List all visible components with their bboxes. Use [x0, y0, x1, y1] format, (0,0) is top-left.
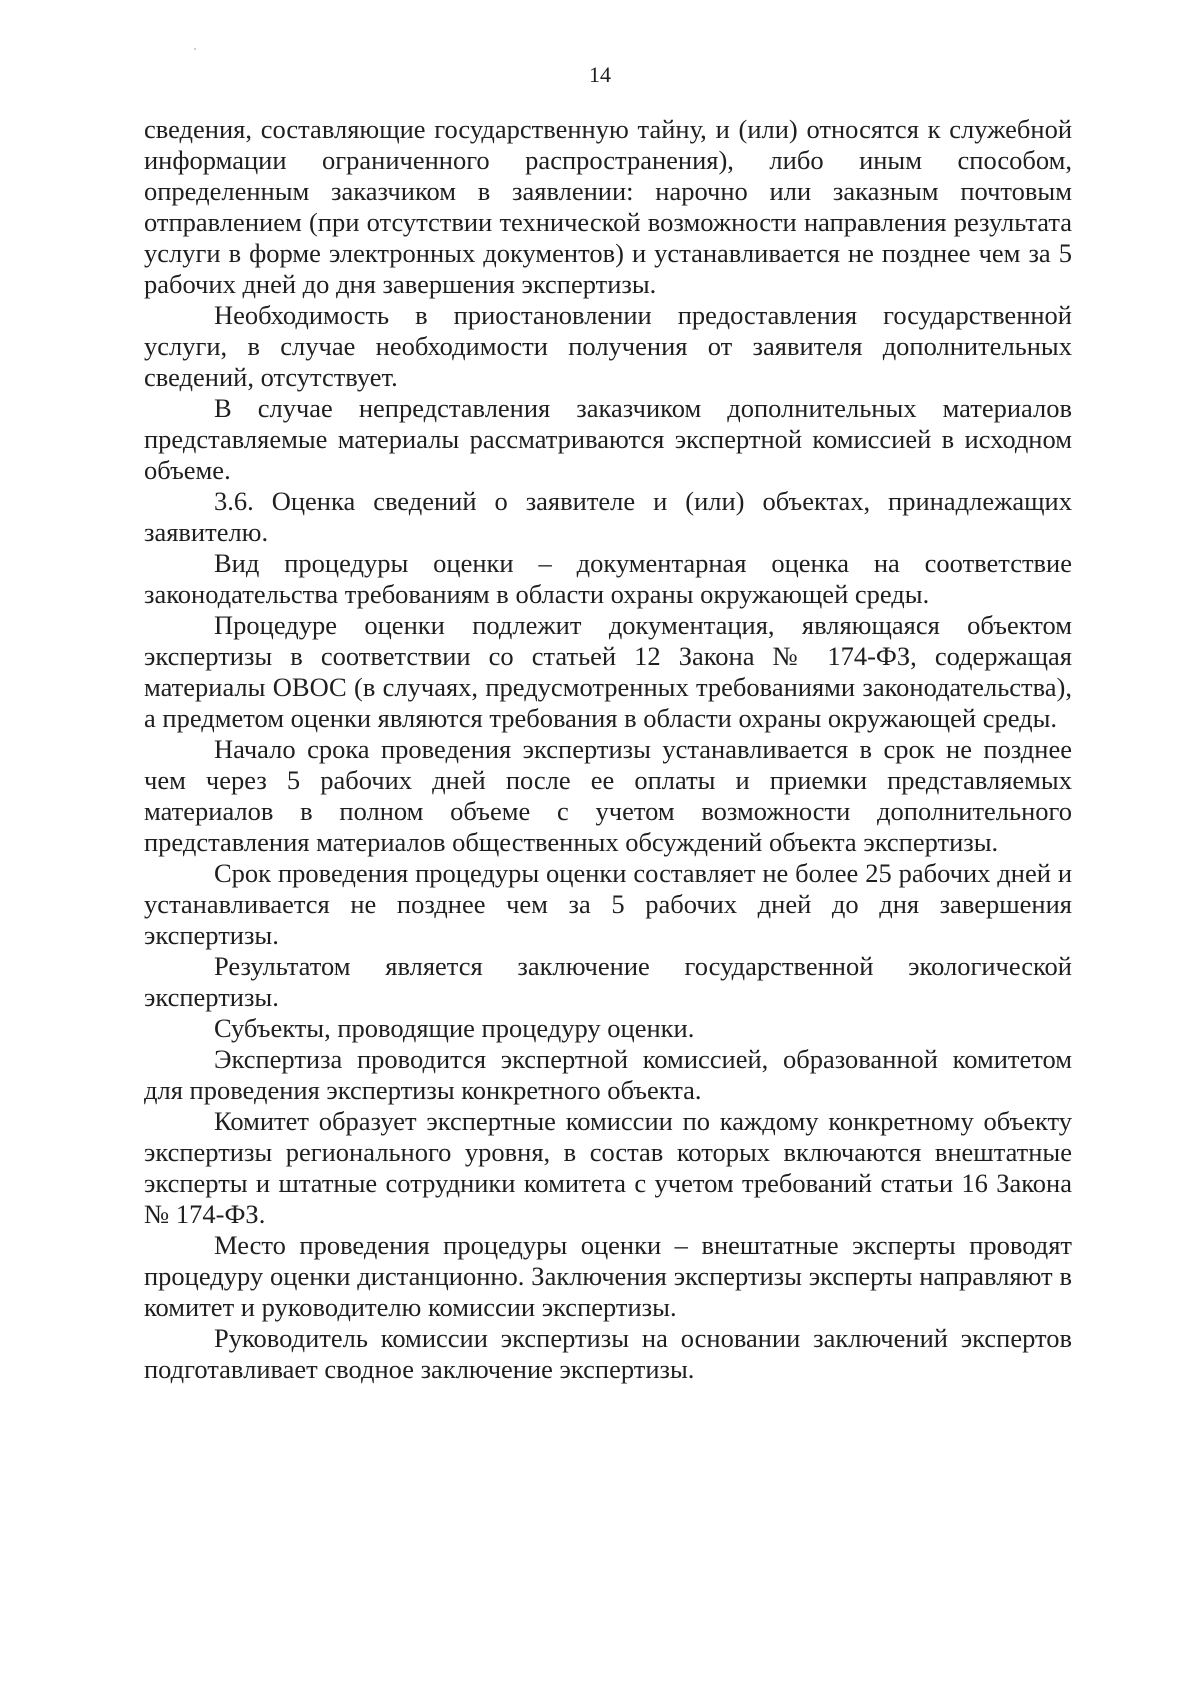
paragraph: Необходимость в приостановлении предоставления государственной услуги, в случае необходимости получения от заявителя дополнительных сведений, отсутствует.	[144, 300, 1072, 392]
paragraph: Экспертиза проводится экспертной комиссией, образованной комитетом для проведения экспертизы конкретного объекта.	[144, 1044, 1072, 1105]
paragraph: Руководитель комиссии экспертизы на основании заключений экспертов подготавливает сводное заключение экспертизы.	[144, 1323, 1072, 1384]
paragraph: Субъекты, проводящие процедуру оценки.	[214, 1013, 695, 1043]
paragraph: Срок проведения процедуры оценки составляет не более 25 рабочих дней и устанавливается не позднее чем за 5 рабочих дней до дня завершения экспертизы.	[144, 858, 1072, 950]
paragraph: Процедуре оценки подлежит документация, являющаяся объектом экспертизы в соответствии со статьей 12 Закона № 174-ФЗ, содержащая материалы ОВОС (в случаях, предусмотренных требованиями законодательства), а предметом оценки являются требования в области охраны окружающей среды.	[144, 610, 1072, 733]
page-number: 14	[589, 62, 611, 87]
paragraph: В случае непредставления заказчиком дополнительных материалов представляемые материалы рассматриваются экспертной комиссией в исходном объеме.	[144, 393, 1072, 485]
paragraph-continuation: сведения, составляющие государственную тайну, и (или) относятся к служебной информации ограниченного распространения), либо иным способом, определенным заказчиком в заявлении: нарочно или заказным почтовым отправлением (при отсутствии технической возможности направления результата услуги в форме электронных документов) и устанавливается не позднее чем за 5 рабочих дней до дня завершения экспертизы.	[144, 114, 1072, 299]
document-body	[144, 114, 1072, 1385]
paragraph: Начало срока проведения экспертизы устанавливается в срок не позднее чем через 5 рабочих дней после ее оплаты и приемки представляемых материалов в полном объеме с учетом возможности дополнительного представления материалов общественных обсуждений объекта экспертизы.	[144, 734, 1072, 857]
paragraph: Место проведения процедуры оценки – внештатные эксперты проводят процедуру оценки дистанционно. Заключения экспертизы эксперты направляют в комитет и руководителю комиссии экспертизы.	[144, 1230, 1072, 1322]
paragraph: Вид процедуры оценки – документарная оценка на соответствие законодательства требованиям в области охраны окружающей среды.	[144, 548, 1072, 609]
paragraph: Комитет образует экспертные комиссии по каждому конкретному объекту экспертизы регионального уровня, в состав которых включаются внештатные эксперты и штатные сотрудники комитета с учетом требований статьи 16 Закона № 174-ФЗ.	[144, 1106, 1072, 1229]
section-heading-3-6: 3.6. Оценка сведений о заявителе и (или) объектах, принадлежащих заявителю.	[144, 486, 1072, 547]
scan-speck	[194, 48, 196, 50]
paragraph: Результатом является заключение государственной экологической экспертизы.	[144, 951, 1072, 1012]
